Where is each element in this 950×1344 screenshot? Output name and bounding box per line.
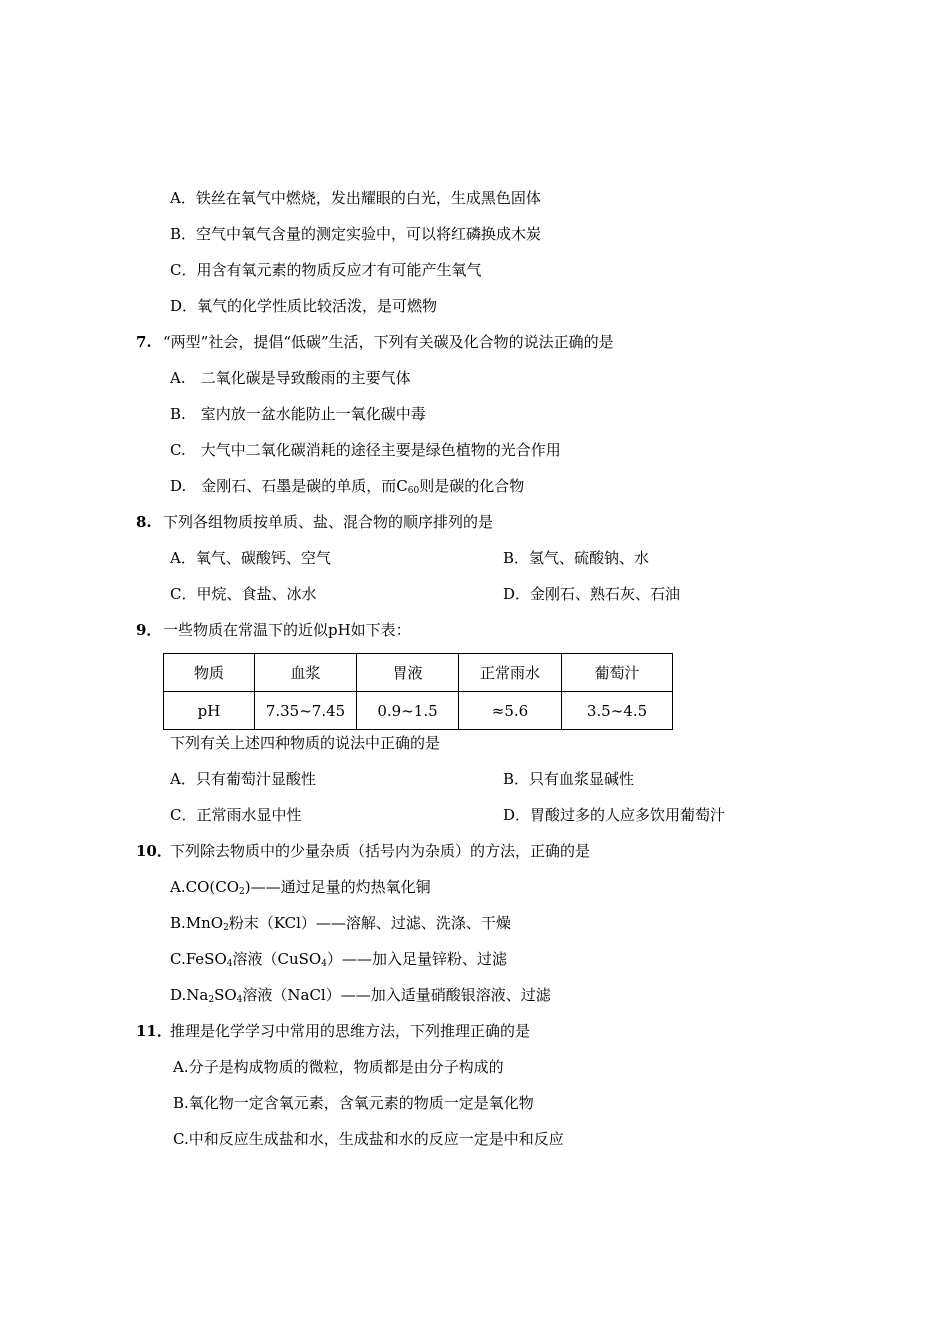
ph-table-cell: 0.9~1.5 <box>357 692 459 730</box>
ph-table-header: 血浆 <box>255 654 357 692</box>
q9-option-c: C．正常雨水显中性 <box>170 806 302 824</box>
ph-table-cell: ≈5.6 <box>459 692 562 730</box>
q8-stem: 下列各组物质按单质、盐、混合物的顺序排列的是 <box>163 513 494 531</box>
q10-stem: 下列除去物质中的少量杂质（括号内为杂质）的方法，正确的是 <box>170 842 591 860</box>
ph-table-header: 正常雨水 <box>459 654 562 692</box>
q7-option-b: B. 室内放一盆水能防止一氧化碳中毒 <box>170 405 426 423</box>
q7-option-a: A. 二氧化碳是导致酸雨的主要气体 <box>170 369 411 387</box>
q8-option-c: C．甲烷、食盐、冰水 <box>170 585 317 603</box>
q8-option-b: B．氢气、硫酸钠、水 <box>503 549 650 567</box>
q10-option-c: C.FeSO$_4$溶液（CuSO$_4$）——加入足量锌粉、过滤 <box>170 950 507 969</box>
q11-stem: 推理是化学学习中常用的思维方法，下列推理正确的是 <box>170 1022 531 1040</box>
q11-option-b: B.氧化物一定含氧元素，含氧元素的物质一定是氧化物 <box>173 1094 534 1112</box>
q9-prompt: 下列有关上述四种物质的说法中正确的是 <box>170 734 441 752</box>
q7-option-d: D. 金刚石、石墨是碳的单质，而$C_{60}$则是碳的化合物 <box>170 477 525 496</box>
q11-option-c: C.中和反应生成盐和水，生成盐和水的反应一定是中和反应 <box>173 1130 564 1148</box>
q9-number: 9． <box>136 621 162 639</box>
ph-table-header: 物质 <box>164 654 255 692</box>
q9-option-b: B．只有血浆显碱性 <box>503 770 635 788</box>
ph-table-cell: pH <box>164 692 255 730</box>
q8-option-a: A．氧气、碳酸钙、空气 <box>170 549 331 567</box>
q6-option-a: A．铁丝在氧气中燃烧，发出耀眼的白光，生成黑色固体 <box>170 189 541 207</box>
q7-number: 7. <box>136 333 152 351</box>
q8-number: 8. <box>136 513 152 531</box>
ph-table-row <box>164 692 673 730</box>
q6-option-c: C．用含有氧元素的物质反应才有可能产生氧气 <box>170 261 482 279</box>
q6-option-d: D．氧气的化学性质比较活泼，是可燃物 <box>170 297 438 315</box>
q10-option-a: $A.CO(CO_2)——$通过足量的灼热氧化铜 <box>170 878 431 897</box>
q11-number: 11． <box>136 1022 172 1040</box>
ph-table-cell: 7.35~7.45 <box>255 692 357 730</box>
ph-table-header: 胃液 <box>357 654 459 692</box>
q9-option-a: A．只有葡萄汁显酸性 <box>170 770 316 788</box>
q7-stem: “两型”社会，提倡“低碳”生活，下列有关碳及化合物的说法正确的是 <box>163 333 614 351</box>
ph-table-header-row <box>164 654 673 692</box>
ph-table <box>163 653 673 730</box>
q10-number: 10． <box>136 842 172 860</box>
q6-option-b: B．空气中氧气含量的测定实验中，可以将红磷换成木炭 <box>170 225 542 243</box>
q8-option-d: D．金刚石、熟石灰、石油 <box>503 585 681 603</box>
q9-option-d: D．胃酸过多的人应多饮用葡萄汁 <box>503 806 726 824</box>
q7-option-c: C. 大气中二氧化碳消耗的途径主要是绿色植物的光合作用 <box>170 441 561 459</box>
ph-table-cell: 3.5~4.5 <box>562 692 673 730</box>
ph-table-header: 葡萄汁 <box>562 654 673 692</box>
q11-option-a: A.分子是构成物质的微粒，物质都是由分子构成的 <box>173 1058 504 1076</box>
q10-option-b: B.MnO$_2$粉末（KCl）——溶解、过滤、洗涤、干燥 <box>170 914 511 933</box>
q9-stem: 一些物质在常温下的近似pH如下表： <box>163 621 411 639</box>
q10-option-d: $D.Na_2SO_4$溶液（NaCl）——加入适量硝酸银溶液、过滤 <box>170 986 551 1005</box>
